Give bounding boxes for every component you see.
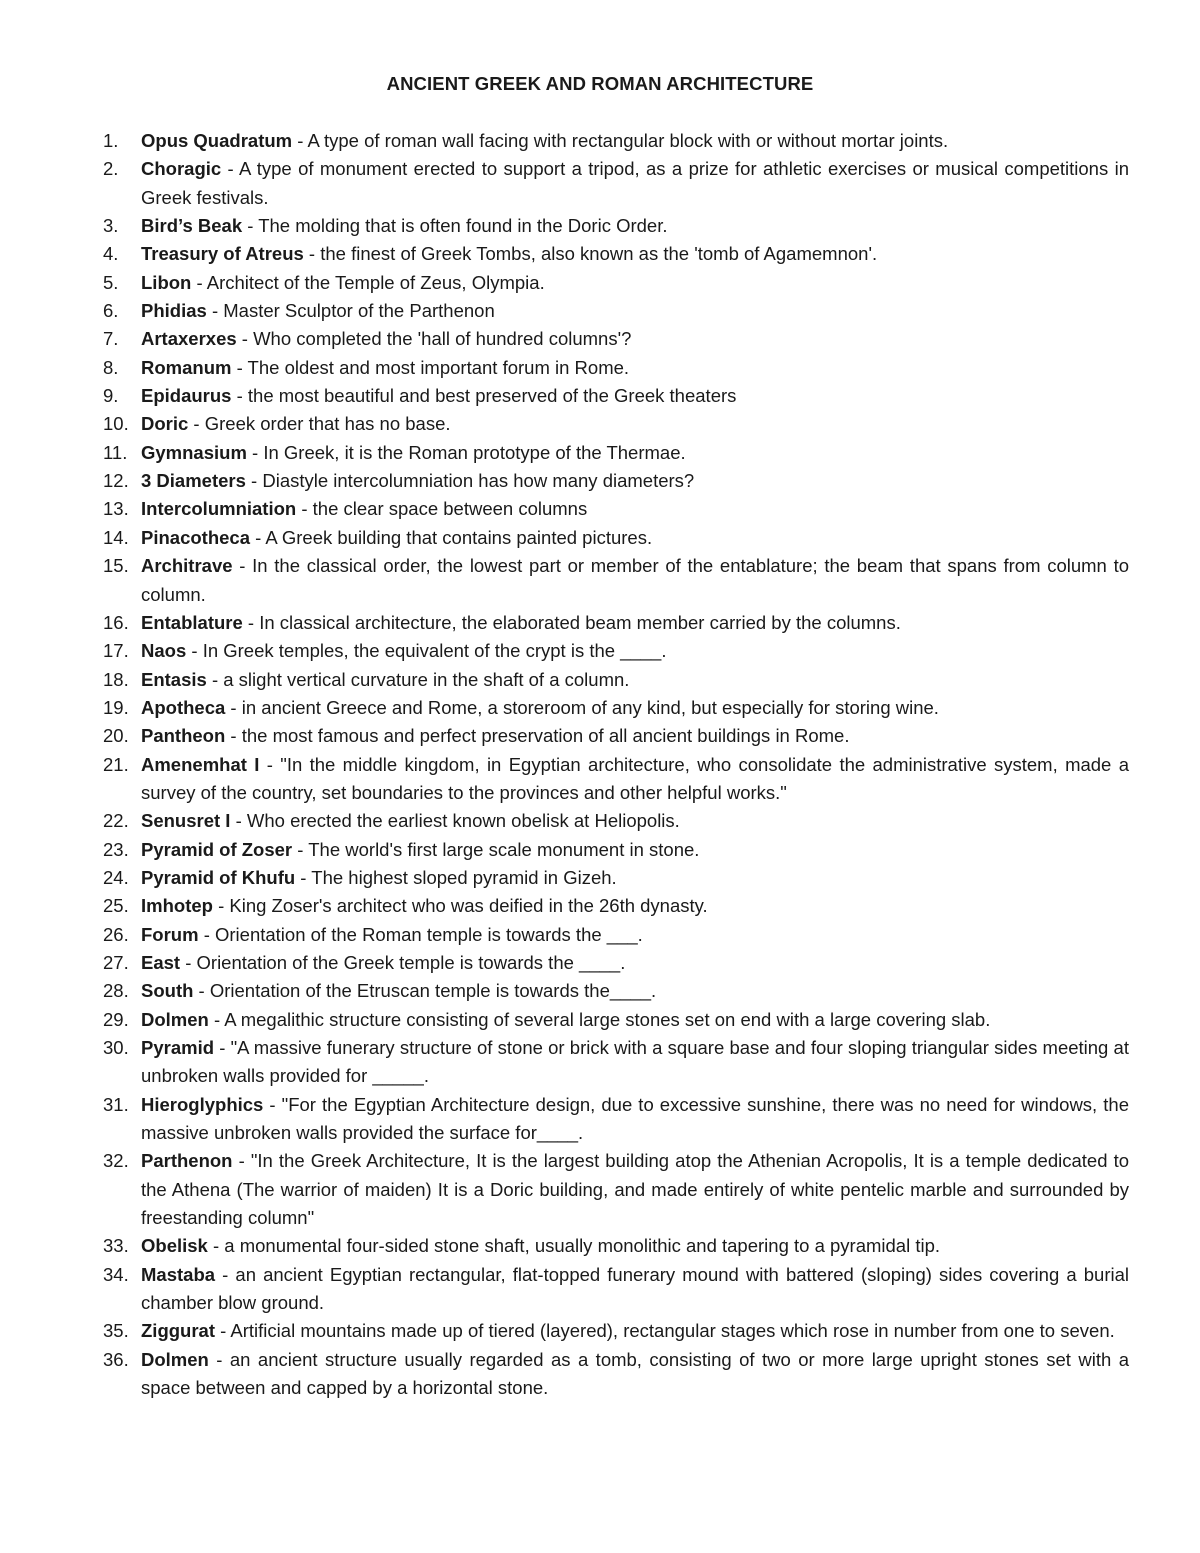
item-number: 23.: [103, 838, 129, 860]
item-text: [141, 1147, 1129, 1232]
item-text: [141, 439, 1129, 467]
item-definition: - Artificial mountains made up of tiered (layered), rectangular stages which rose in number from one to seven.: [215, 1320, 1115, 1342]
item-term: Obelisk: [141, 1235, 208, 1257]
item-term: Senusret I: [141, 810, 231, 832]
item-term: Entablature: [141, 611, 243, 633]
item-text: [141, 410, 1129, 438]
item-term: Apotheca: [141, 696, 226, 718]
item-number: 11.: [103, 441, 128, 463]
item-term: Intercolumniation: [141, 498, 297, 520]
list-item: [0, 1261, 1200, 1318]
item-text: [141, 609, 1129, 637]
item-text: [141, 1317, 1129, 1345]
item-text: [141, 127, 1129, 155]
item-number: 21.: [103, 753, 129, 775]
item-term: Pinacotheca: [141, 526, 250, 548]
item-term: Pyramid of Zoser: [141, 838, 293, 860]
list-item: [0, 127, 1200, 155]
item-definition: - a slight vertical curvature in the shaft of a column.: [206, 668, 630, 690]
item-number: 14.: [103, 526, 129, 548]
list-item: [0, 609, 1200, 637]
item-number: 34.: [103, 1263, 129, 1285]
item-number: 8.: [103, 356, 119, 378]
item-definition: - "In the Greek Architecture, It is the largest building atop the Athenian Acropolis, It is a temple dedicated to the Athena (The warrior of maiden) It is a Doric building, and made entirely of white pentelic marble and surrounded by freestanding column": [141, 1150, 1129, 1229]
item-number: 6.: [103, 300, 119, 322]
item-term: Amenemhat I: [141, 753, 260, 775]
item-definition: - "A massive funerary structure of stone or brick with a square base and four sloping triangular sides meeting at unbroken walls provided for _____.: [141, 1037, 1129, 1087]
item-definition: - The molding that is often found in the Doric Order.: [242, 215, 668, 237]
item-term: Epidaurus: [141, 385, 232, 407]
list-item: [0, 836, 1200, 864]
item-term: Entasis: [141, 668, 207, 690]
item-definition: - The oldest and most important forum in Rome.: [231, 356, 630, 378]
item-definition: - The world's first large scale monument in stone.: [292, 838, 700, 860]
item-text: [141, 1346, 1129, 1403]
item-number: 27.: [103, 951, 129, 973]
item-definition: - the most beautiful and best preserved of the Greek theaters: [231, 385, 737, 407]
list-item: [0, 666, 1200, 694]
item-text: [141, 921, 1129, 949]
item-number: 20.: [103, 725, 129, 747]
item-text: [141, 524, 1129, 552]
item-text: [141, 240, 1129, 268]
item-text: [141, 949, 1129, 977]
item-term: Hieroglyphics: [141, 1093, 264, 1115]
item-term: Choragic: [141, 158, 222, 180]
item-number: 3.: [103, 215, 119, 237]
list-item: [0, 297, 1200, 325]
list-item: [0, 240, 1200, 268]
item-text: [141, 977, 1129, 1005]
item-definition: - an ancient Egyptian rectangular, flat-topped funerary mound with battered (sloping) sides covering a burial chamber blow ground.: [141, 1263, 1129, 1314]
item-definition: - Orientation of the Etruscan temple is towards the____.: [193, 980, 657, 1002]
list-item: [0, 1091, 1200, 1148]
list-item: [0, 269, 1200, 297]
item-text: [141, 382, 1129, 410]
item-term: Mastaba: [141, 1263, 216, 1285]
item-number: 16.: [103, 611, 129, 633]
list-item: [0, 1147, 1200, 1232]
item-number: 7.: [103, 328, 119, 350]
item-definition: - a monumental four-sided stone shaft, usually monolithic and tapering to a pyramidal tip.: [207, 1235, 941, 1257]
item-number: 22.: [103, 810, 129, 832]
item-text: [141, 722, 1129, 750]
item-term: Pyramid of Khufu: [141, 866, 296, 888]
item-term: Libon: [141, 271, 192, 293]
list-item: [0, 354, 1200, 382]
item-term: Treasury of Atreus: [141, 243, 304, 265]
list-item: [0, 212, 1200, 240]
item-text: [141, 1034, 1129, 1091]
list-item: [0, 694, 1200, 722]
item-term: South: [141, 980, 194, 1002]
item-number: 24.: [103, 866, 129, 888]
list-item: [0, 977, 1200, 1005]
item-number: 36.: [103, 1348, 129, 1370]
item-term: Ziggurat: [141, 1320, 215, 1342]
item-number: 31.: [103, 1093, 129, 1115]
terms-list: [0, 127, 1200, 1402]
item-text: [141, 637, 1129, 665]
item-text: [141, 297, 1129, 325]
item-definition: - Orientation of the Greek temple is towards the ____.: [180, 951, 626, 973]
item-term: Architrave: [141, 555, 233, 577]
item-text: [141, 155, 1129, 212]
item-number: 25.: [103, 895, 129, 917]
item-definition: - King Zoser's architect who was deified in the 26th dynasty.: [212, 895, 708, 917]
item-number: 4.: [103, 243, 119, 265]
list-item: [0, 1006, 1200, 1034]
item-definition: - Who completed the 'hall of hundred columns'?: [236, 328, 632, 350]
list-item: [0, 325, 1200, 353]
item-term: Pantheon: [141, 725, 226, 747]
item-term: Dolmen: [141, 1008, 209, 1030]
item-number: 35.: [103, 1320, 129, 1342]
item-definition: - In Greek, it is the Roman prototype of the Thermae.: [246, 441, 686, 463]
item-number: 29.: [103, 1008, 129, 1030]
item-definition: - Greek order that has no base.: [188, 413, 451, 435]
item-text: [141, 666, 1129, 694]
item-text: [141, 269, 1129, 297]
item-term: Bird’s Beak: [141, 215, 243, 237]
item-number: 10.: [103, 413, 129, 435]
item-definition: - In the classical order, the lowest part or member of the entablature; the beam that spans from column to column.: [141, 555, 1129, 605]
list-item: [0, 722, 1200, 750]
item-term: Imhotep: [141, 895, 213, 917]
item-text: [141, 1091, 1129, 1148]
item-definition: - Who erected the earliest known obelisk at Heliopolis.: [230, 810, 680, 832]
item-number: 13.: [103, 498, 129, 520]
item-text: [141, 552, 1129, 609]
item-number: 12.: [103, 470, 129, 492]
item-definition: - A type of roman wall facing with rectangular block with or without mortar joints.: [292, 130, 949, 151]
item-number: 19.: [103, 696, 129, 718]
item-number: 15.: [103, 555, 129, 577]
list-item: [0, 807, 1200, 835]
item-text: [141, 694, 1129, 722]
item-term: Dolmen: [141, 1348, 209, 1370]
item-term: Opus Quadratum: [141, 130, 293, 151]
list-item: [0, 1346, 1200, 1403]
item-term: Romanum: [141, 356, 232, 378]
item-number: 26.: [103, 923, 129, 945]
item-text: [141, 495, 1129, 523]
list-item: [0, 495, 1200, 523]
list-item: [0, 921, 1200, 949]
item-term: Phidias: [141, 300, 207, 322]
item-definition: - The highest sloped pyramid in Gizeh.: [295, 866, 617, 888]
item-number: 17.: [103, 640, 129, 662]
list-item: [0, 155, 1200, 212]
item-text: [141, 1261, 1129, 1318]
item-number: 30.: [103, 1037, 129, 1058]
item-definition: - Diastyle intercolumniation has how many diameters?: [245, 470, 695, 492]
item-number: 1.: [103, 130, 119, 151]
list-item: [0, 751, 1200, 808]
item-definition: - the finest of Greek Tombs, also known as the 'tomb of Agamemnon'.: [303, 243, 878, 265]
item-text: [141, 467, 1129, 495]
list-item: [0, 439, 1200, 467]
list-item: [0, 949, 1200, 977]
item-term: Naos: [141, 640, 187, 662]
item-definition: - "In the middle kingdom, in Egyptian architecture, who consolidate the administrative system, made a survey of the country, set boundaries to the provinces and other helpful works.": [141, 753, 1129, 803]
item-definition: - "For the Egyptian Architecture design, due to excessive sunshine, there was no need for windows, the massive unbroken walls provided the surface for____.: [141, 1093, 1129, 1144]
item-definition: - A megalithic structure consisting of several large stones set on end with a large covering slab.: [208, 1008, 991, 1030]
item-definition: - A type of monument erected to support a tripod, as a prize for athletic exercises or musical competitions in Greek festivals.: [141, 158, 1129, 208]
item-number: 32.: [103, 1150, 129, 1172]
list-item: [0, 1317, 1200, 1345]
list-item: [0, 467, 1200, 495]
item-text: [141, 892, 1129, 920]
item-term: Doric: [141, 413, 189, 435]
item-text: [141, 1232, 1129, 1260]
item-text: [141, 807, 1129, 835]
list-item: [0, 410, 1200, 438]
page-title: ANCIENT GREEK AND ROMAN ARCHITECTURE: [386, 73, 814, 94]
item-term: Parthenon: [141, 1150, 233, 1172]
item-term: 3 Diameters: [141, 470, 246, 492]
item-text: [141, 1006, 1129, 1034]
list-item: [0, 637, 1200, 665]
item-number: 9.: [103, 385, 119, 407]
item-definition: - In Greek temples, the equivalent of the crypt is the ____.: [186, 640, 667, 662]
item-text: [141, 212, 1129, 240]
item-definition: - Architect of the Temple of Zeus, Olympia.: [191, 271, 545, 293]
item-number: 18.: [103, 668, 129, 690]
item-term: Artaxerxes: [141, 328, 237, 350]
item-definition: - A Greek building that contains painted pictures.: [250, 526, 653, 548]
item-definition: - the clear space between columns: [296, 498, 588, 520]
item-term: East: [141, 951, 181, 973]
item-term: Forum: [141, 923, 199, 945]
list-item: [0, 524, 1200, 552]
item-number: 28.: [103, 980, 129, 1002]
list-item: [0, 382, 1200, 410]
list-item: [0, 892, 1200, 920]
item-term: Pyramid: [141, 1037, 215, 1058]
item-text: [141, 836, 1129, 864]
item-text: [141, 751, 1129, 808]
item-text: [141, 325, 1129, 353]
item-number: 33.: [103, 1235, 129, 1257]
list-item: [0, 552, 1200, 609]
item-definition: - Master Sculptor of the Parthenon: [206, 300, 495, 322]
item-text: [141, 354, 1129, 382]
item-definition: - an ancient structure usually regarded as a tomb, consisting of two or more large upright stones set with a space between and capped by a horizontal stone.: [141, 1348, 1129, 1399]
item-definition: - In classical architecture, the elaborated beam member carried by the columns.: [242, 611, 901, 633]
item-number: 2.: [103, 158, 119, 180]
item-definition: - Orientation of the Roman temple is towards the ___.: [198, 923, 643, 945]
list-item: [0, 1232, 1200, 1260]
list-item: [0, 864, 1200, 892]
item-term: Gymnasium: [141, 441, 247, 463]
item-definition: - the most famous and perfect preservation of all ancient buildings in Rome.: [225, 725, 850, 747]
item-definition: - in ancient Greece and Rome, a storeroom of any kind, but especially for storing wine.: [225, 696, 939, 718]
list-item: [0, 1034, 1200, 1091]
item-number: 5.: [103, 271, 119, 293]
item-text: [141, 864, 1129, 892]
